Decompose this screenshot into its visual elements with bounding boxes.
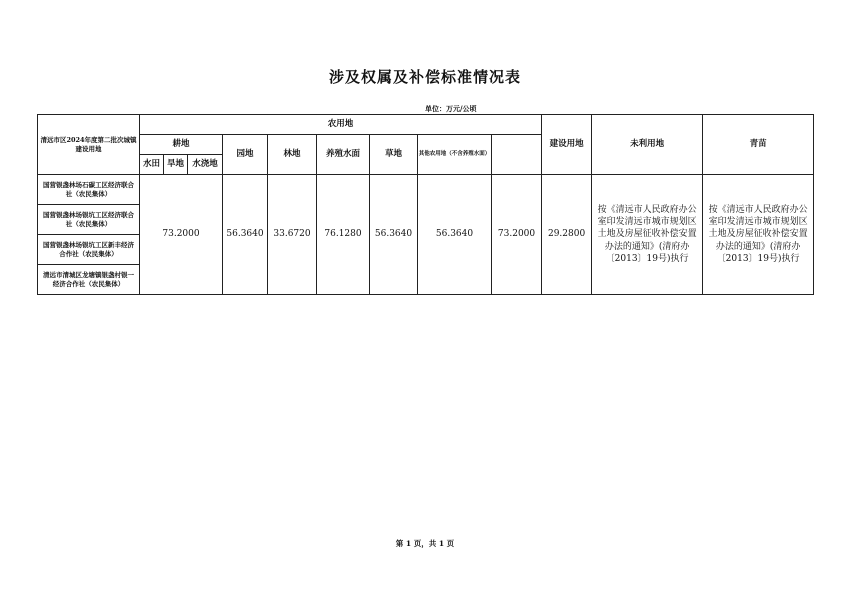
page-footer: 第 1 页，共 1 页: [395, 539, 455, 548]
site-name: 国营银盏林场银坑工区新丰经济合作社（农民集体）: [38, 235, 140, 265]
young-crops-header: 青苗: [703, 115, 814, 175]
unused-value: 29.2800: [542, 175, 592, 295]
garden-land-header: 园地: [223, 135, 268, 175]
other-agri-value: 56.3640: [418, 175, 492, 295]
irrigated-header: 水浇地: [188, 155, 223, 175]
grass-value: 56.3640: [370, 175, 418, 295]
site-name: 国营银盏林场石碳工区经济联合社（农民集体）: [38, 175, 140, 205]
forest-value: 33.6720: [268, 175, 317, 295]
header-row-1: [38, 115, 814, 135]
forest-land-header: 林地: [268, 135, 317, 175]
young-crops-standard: 按《清远市人民政府办公室印发清远市城市规划区土地及房屋征收补偿安置办法的通知》(清府办〔2013〕19号)执行: [592, 175, 703, 295]
other-agri-header: 其他农用地（不含养殖水面）: [418, 135, 492, 175]
construction-value: 73.2000: [492, 175, 542, 295]
unused-land-header: 未利用地: [592, 115, 703, 175]
table-row: [38, 175, 814, 205]
unit-label: 单位：万元/公顷: [425, 104, 477, 113]
project-header: 清远市区2024年度第二批次城镇建设用地: [38, 115, 140, 175]
dry-land-header: 旱地: [164, 155, 188, 175]
aquaculture-header: 养殖水面: [317, 135, 370, 175]
page-title: 涉及权属及补偿标准情况表: [328, 68, 521, 86]
paddy-header: 水田: [140, 155, 164, 175]
grassland-header: 草地: [370, 135, 418, 175]
cultivated-land-header: 耕地: [140, 135, 223, 155]
site-name: 清远市清城区龙塘镇银盏村银一经济合作社（农民集体）: [38, 265, 140, 295]
site-name: 国营银盏林场银坑工区经济联合社（农民集体）: [38, 205, 140, 235]
compensation-table: [37, 114, 814, 295]
aqua-value: 76.1280: [317, 175, 370, 295]
agri-land-header: 农用地: [140, 115, 542, 135]
construction-land-header: 建设用地: [542, 115, 592, 175]
houses-standard: 按《清远市人民政府办公室印发清远市城市规划区土地及房屋征收补偿安置办法的通知》(清府办〔2013〕19号)执行: [703, 175, 814, 295]
garden-value: 56.3640: [223, 175, 268, 295]
cultivated-value: 73.2000: [140, 175, 223, 295]
